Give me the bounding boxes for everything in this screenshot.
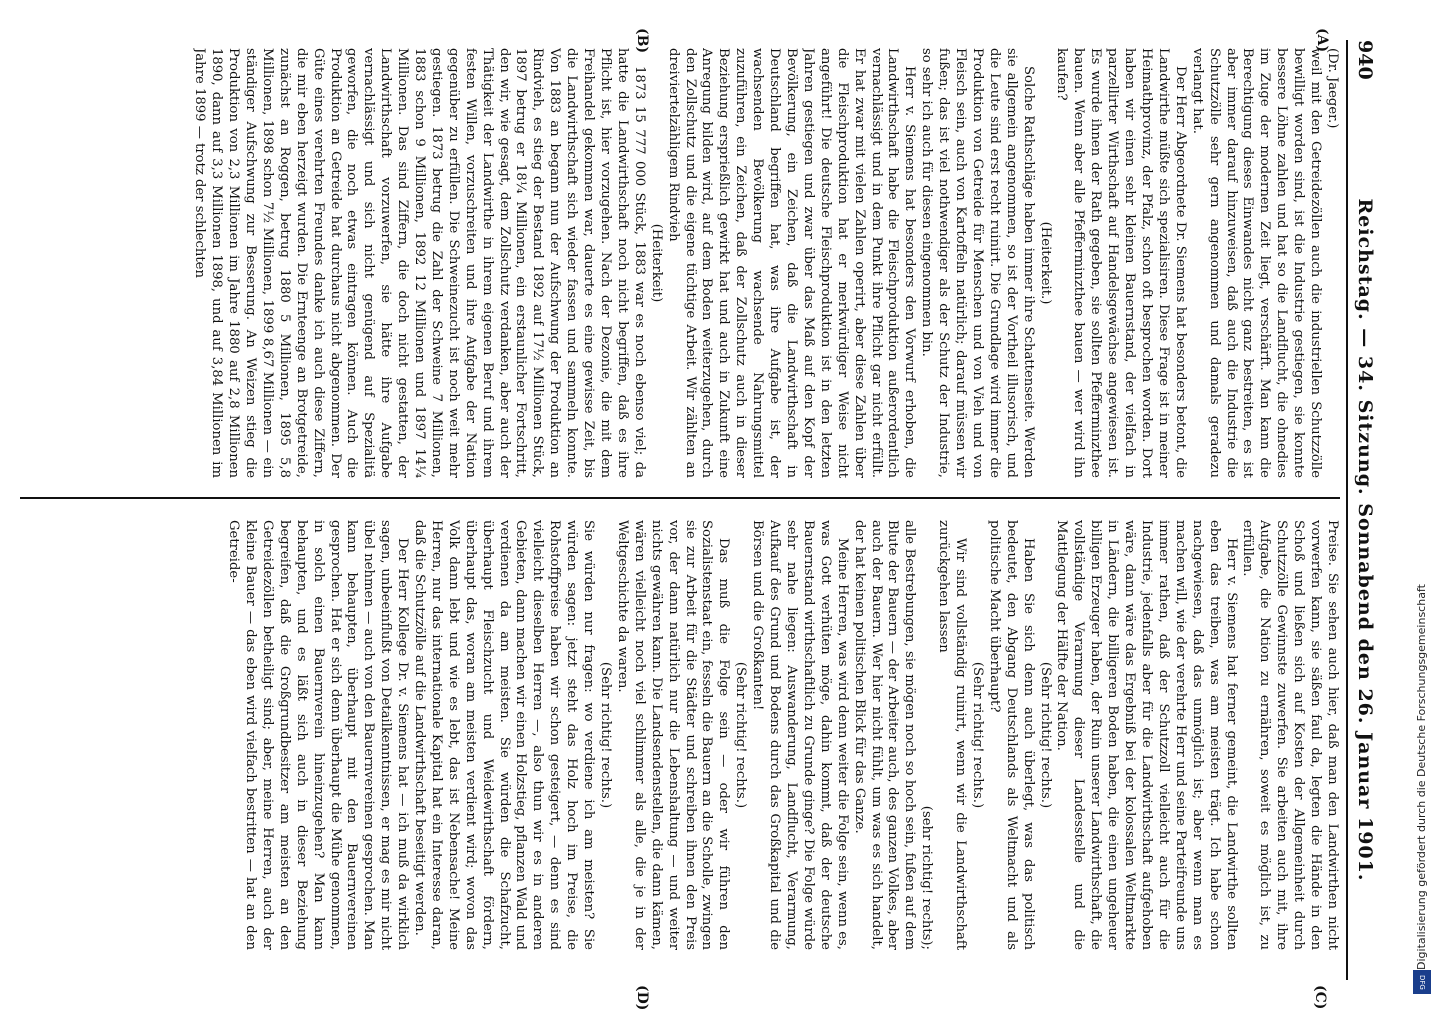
- margin-marker-a: (A): [1314, 28, 1330, 53]
- dfg-logo-icon: DFG: [1413, 970, 1431, 994]
- right-column-paragraph: alle Bestrebungen, sie mögen noch so hoch sein, fußen auf dem Blute der Bauern — der Arbeiter auch, des ganzen Volkes, aber auch der Bauern. Wer hier nicht fühlt, um was es sich handelt, der hat keinen politischen Blick für das Ganze.: [851, 520, 918, 950]
- margin-marker-d: (D): [634, 985, 650, 1010]
- left-column: [20, 48, 1340, 478]
- right-column-paragraph: (Sehr richtig! rechts.): [733, 661, 749, 809]
- left-column-paragraph: Herr v. Siemens hat besonders den Vorwurf erhoben, die Landwirthschaft habe die Fleischproduktion außerordentlich vernachlässigt und in dem Punkt ihre Pflicht gar nicht erfüllt. Er hat zwar mit vielen Zahlen operirt, aber diese Zahlen über die Fleischproduktion hat er merkwürdiger Weise nicht angeführt! Die deutsche Fleischproduktion ist in den letzten Jahren gestiegen und zwar über das Maß auf den Kopf der Bevölkerung, ein Zeichen, daß die Landwirthschaft in Deutschland begriffen hat, was ihre Aufgabe ist, der wachsenden Bevölkerung wachsende Nahrungsmittel zuzuführen, ein Zeichen, daß der Zollschutz auch in dieser Beziehung ersprießlich gewirkt hat und auch in Zukunft eine Anregung bilden wird, auf dem Boden weiterzugehen, durch den Zollschutz und die eigene tüchtige Arbeit. Wir zählten an dreiviertelzähligem Rindvieh: [665, 48, 918, 478]
- running-title: Reichstag. — 34. Sitzung. Sonnabend den 26. Januar 1901.: [1354, 198, 1376, 882]
- left-column-paragraph: Der Herr Abgeordnete Dr. Siemens hat besonders betont, die Landwirthe müßte sich spezialisiren. Diese Frage ist in meiner Heimathprovinz, der Pfalz, schon oft besprochen worden. Dort haben wir einen sehr kleinen Bauernstand, der vielfach in parzellirter Wirthschaft auf Handelsgewächse angewiesen ist. Es wurde ihnen der Rath gegeben, sie sollten Pfefferminzthee bauen. Wenn aber alle Pfefferminzthee bauen — wer wird ihn kaufen?: [1054, 48, 1188, 478]
- right-column-paragraph: (Sehr richtig! rechts.): [969, 661, 985, 809]
- digitization-credit: [1410, 0, 1434, 1000]
- column-divider: [20, 497, 1340, 499]
- right-column-paragraph: (Sehr richtig! rechts.): [598, 661, 614, 809]
- right-column-paragraph: Der Herr Kollege Dr. v. Siemens hat — ich muß da wirklich sagen, unbeeinflußt von Detailkenntnissen, er mag es mir nicht übel nehmen — auch von den Bauernvereinen gesprochen. Man kann behaupten, überhaupt mit den Bauernvereinen gesprochen. Hat er sich denn überhaupt die Mühe genommen, in solch einen Bauernverein hineinzugehen? Man kann behaupten, und es läßt sich auch in dieser Beziehung begreifen, daß die Großgrundbesitzer am meisten an den Getreidezöllen betheiligt sind; aber, meine Herren, auch der kleine Bauer — das eben wird vielfach bestritten — hat an den Getreide-: [226, 520, 411, 950]
- right-column-paragraph: Preise. Sie sehen auch hier, daß man den Landwirthen nicht vorwerfen kann, sie säßen faul da, legten die Hände in den Schoß und ließen sich auf Kosten der Allgemeinheit durch Schutzzölle Gewinnste zuwerfen. Sie arbeiten auch mit, ihre Aufgabe, die Nation zu ernähren, soweit es möglich ist, zu erfüllen.: [1240, 520, 1340, 950]
- left-column-paragraph: weil mit den Getreidezöllen auch die industriellen Schutzzölle bewilligt worden sind, ist die Industrie gestiegen, sie konnte bessere Löhne zahlen und hat so die Landflucht, die ohnedies im Zuge der modernen Zeit liegt, verschärft. Man kann die Berechtigung dieses Einwandes nicht ganz bestreiten, es ist aber immer darauf hinzuweisen, daß auch die Industrie die Schutzzölle sehr gern angenommen und damals geradezu verlangt hat.: [1189, 48, 1324, 478]
- right-column-paragraph: (Sehr richtig! rechts.): [1037, 661, 1053, 809]
- left-column-paragraph: (Heiterkeit.): [1037, 221, 1053, 305]
- left-column-paragraph: 1873 15 777 000 Stück, 1883 war es noch ebenso viel; da hatte die Landwirthschaft noch nicht begriffen, daß es ihre Pflicht ist, hier vorzugehen. Nach der Dezonie, die mit dem Freihandel gekommen war, dauerte es eine gewisse Zeit, bis die Landwirthschaft sich wieder fassen und sammeln konnte. Von 1883 an begann nun der Aufschwung der Produktion an Rindvieh, es stieg der Bestand 1892 auf 17½ Millionen Stück, 1897 betrug er 18¼ Millionen, ein erstaunlicher Fortschritt, den wir, wie gesagt, dem Zollschutz verdanken, aber auch der Thätigkeit der Landwirthe in ihrem eigenen Beruf und ihrem festen Willen, vorzuschreiten und ihre Aufgabe der Nation gegenüber zu erfüllen. Die Schweinezucht ist noch weit mehr gestiegen. 1873 betrug die Zahl der Schweine 7 Millionen, 1883 schon 9 Millionen, 1892 12 Millionen und 1897 14¼ Millionen. Das sind Ziffern, die doch nicht gestatten, der Landwirthschaft vorzuwerfen, sie hätte ihre Aufgabe vernachlässigt und sich nicht genügend auf Spezialitä geworfen, die noch etwas eintragen können. Auch die Produktion an Getreide hat durchaus nicht abgenommen. Der Güte eines verehrten Freundes danke ich auch diese Ziffern, die mir eben herzeigt wurden. Die Ernteenge an Brotgetreide, zunächst an Roggen, betrug 1880 5 Millionen, 1895 5,8 Millionen, 1898 schon 7½ Millionen, 1899 8,67 Millionen — ein ständiger Aufschwung zur Besserung. An Weizen stieg die Produktion von 2,3 Millionen im Jahre 1880 auf 2,8 Millionen 1890, dann auf 3,3 Millionen 1898, und auf 3,84 Millionen im Jahre 1899 — trotz der schlechten: [192, 48, 647, 478]
- right-column-paragraph: Wir sind vollständig ruinirt, wenn wir die Landwirthschaft zurückgehen lassen: [936, 520, 969, 950]
- credit-text: Digitalisierung gefördert durch die Deutsche Forschungsgemeinschaft: [1415, 584, 1428, 970]
- margin-marker-b: (B): [634, 28, 650, 54]
- margin-marker-c: (C): [1312, 985, 1328, 1010]
- left-column-paragraph: (Heiterkeit): [648, 223, 664, 303]
- right-column-paragraph: Haben Sie sich denn auch überlegt, was das politisch bedeutet, den Abgang Deutschlands als Weltmacht und als politische Macht überhaupt?: [986, 520, 1036, 950]
- left-column-paragraph: (Dr. Jaeger.): [1325, 48, 1340, 129]
- right-column: [20, 520, 1340, 950]
- left-column-paragraph: Solche Rathschläge haben immer ihre Schattenseite. Werden sie allgemein angenommen, so ist der Vortheil illusorisch, und die Leute sind erst recht ruinirt. Die Grundlage wird immer die Produktion von Getreide für Menschen und von Vieh und von Fleisch sein, auch von Kartoffeln natürlich; darauf müssen wir fußen; das ist viel nothwendiger als der Schutz der Industrie, so sehr ich auch für diesen eingenommen bin.: [919, 48, 1036, 478]
- right-column-paragraph: Sie würden nur fragen: wo verdiene ich am meisten? Sie würden sagen: jetzt steht das Holz hoch im Preise, die Rohstoffpreise haben wir schon gesteigert, — denn es sind vielleicht dieselben Herren —, also thun wir es in anderen Gebieten, dann machen wir einen Holzstieg, pflanzen Wald und verdienen da am meisten. Sie würden die Schafzucht, überhaupt Fleischzucht und Weidewirthschaft fördern, überhaupt das, woran am meisten verdient wird; wovon das Volk dann lebt und wie es lebt, das ist Nebensache! Meine Herren, nur das internationale Kapital hat ein Interesse daran, daß die Schutzzölle auf die Landwirthschaft beseitigt werden.: [412, 520, 597, 950]
- page-header: [1346, 40, 1382, 980]
- right-column-paragraph: Das muß die Folge sein — oder wir führen den Sozialistenstaat ein, fesseln die Bauern an die Scholle, zwingen sie zur Arbeit für die Städter und schreiben ihnen den Preis vor, der dann natürlich nur die Lebenshaltung — und weiter nichts gewähren kann. Die Landsendenstellen, die dann kämen, wären vielleicht noch viel schlimmer als alle, die je in der Weltgeschichte da waren.: [614, 520, 732, 950]
- right-column-paragraph: Meine Herren, was wird denn weiter die Folge sein, wenn es, was Gott verhüten möge, dahin kommt, daß der deutsche Bauernstand wirthschaftlich zu Grunde ginge? Die Folge würde sehr nahe liegen: Auswanderung, Landflucht, Verarmung, Aufkauf des Grund und Bodens durch das Großkapital und die Börsen und die Großkanten!: [750, 520, 850, 950]
- right-column-paragraph: Herr v. Siemens hat ferner gemeint, die Landwirthe sollten eben das treiben, was am meisten trägt. Ich habe schon nachgewiesen, daß das unmöglich ist; aber wenn man es machen will, wie der verehrte Herr und seine Parteifreunde uns immer rathen, daß der Schutzzoll vielleicht auch für die Industrie, jedenfalls aber für die Landwirthschaft aufgehoben wäre, dann wäre das Ergebniß bei der kolossalen Weltmarkte in Ländern, die billigeren Boden haben, die einen ungeheuer billigen Erzeuger haben, der Ruin unserer Landwirthschaft, die vollständige Verarmung dieser Landesstelle und die Mattlegung der Hälfte der Nation.: [1054, 520, 1239, 950]
- right-column-paragraph: (sehr richtig! rechts);: [919, 805, 935, 950]
- page-number: 940: [1354, 40, 1376, 80]
